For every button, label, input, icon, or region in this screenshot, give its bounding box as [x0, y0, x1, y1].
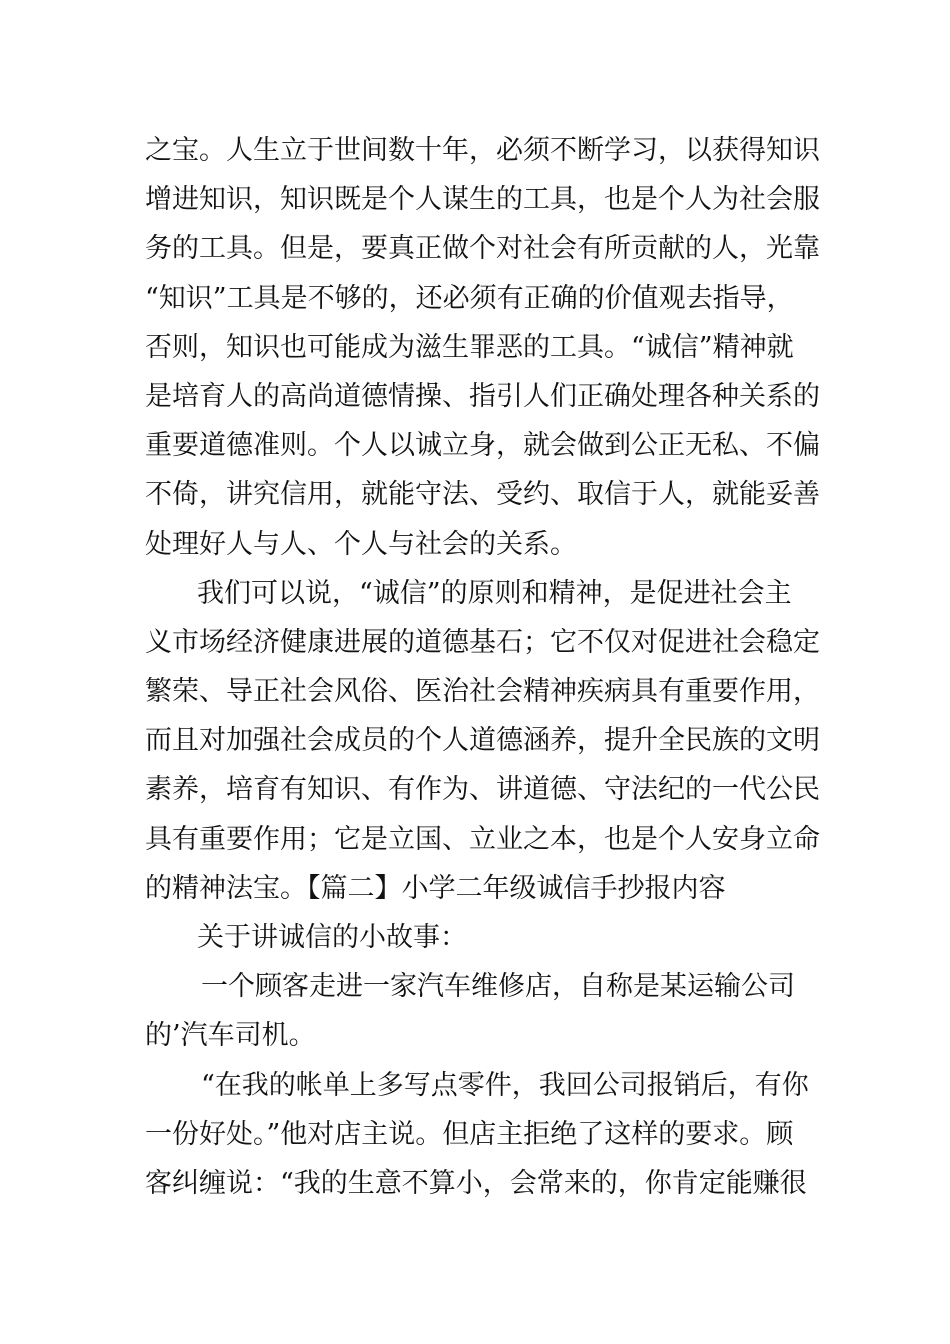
text-line: 我们可以说，“诚信”的原则和精神，是促进社会主: [197, 577, 792, 609]
text-line: 之宝。人生立于世间数十年，必须不断学习，以获得知识: [145, 135, 820, 166]
text-line: 重要道德准则。个人以诚立身，就会做到公正无私、不偏: [145, 430, 820, 462]
text-line: 的’汽车司机。: [145, 1020, 316, 1052]
document-body: [145, 126, 820, 1208]
text-line: 增进知识，知识既是个人谋生的工具，也是个人为社会服: [145, 184, 820, 216]
text-line: 的精神法宝。【篇二】小学二年级诚信手抄报内容: [145, 872, 726, 904]
text-line: “知识”工具是不够的，还必须有正确的价值观去指导，: [145, 282, 794, 314]
text-line: 素养，培育有知识、有作为、讲道德、守法纪的一代公民: [145, 774, 820, 806]
text-line: 处理好人与人、个人与社会的关系。: [145, 528, 577, 560]
text-line: 不倚，讲究信用，就能守法、受约、取信于人，就能妥善: [145, 479, 820, 511]
text-line: 而且对加强社会成员的个人道德涵养，提升全民族的文明: [145, 725, 820, 757]
text-line: 关于讲诚信的小故事：: [197, 922, 467, 953]
text-line: 是培育人的高尚道德情操、指引人们正确处理各种关系的: [145, 380, 820, 412]
text-line: 一份好处。”他对店主说。但店主拒绝了这样的要求。顾: [145, 1118, 794, 1150]
text-line: 义市场经济健康进展的道德基石；它不仅对促进社会稳定: [145, 626, 820, 658]
text-line: 否则，知识也可能成为滋生罪恶的工具。“诚信”精神就: [145, 331, 794, 363]
text-line: 一个顾客走进一家汽车维修店，自称是某运输公司: [201, 971, 795, 1003]
text-line: 务的工具。但是，要真正做个对社会有所贡献的人，光靠: [145, 233, 820, 265]
text-line: 客纠缠说：“我的生意不算小，会常来的，你肯定能赚很: [145, 1167, 807, 1199]
text-line: 具有重要作用；它是立国、立业之本，也是个人安身立命: [145, 823, 820, 855]
text-line: 繁荣、导正社会风俗、医治社会精神疾病具有重要作用，: [145, 676, 820, 708]
text-line: “在我的帐单上多写点零件，我回公司报销后，有你: [201, 1069, 809, 1101]
